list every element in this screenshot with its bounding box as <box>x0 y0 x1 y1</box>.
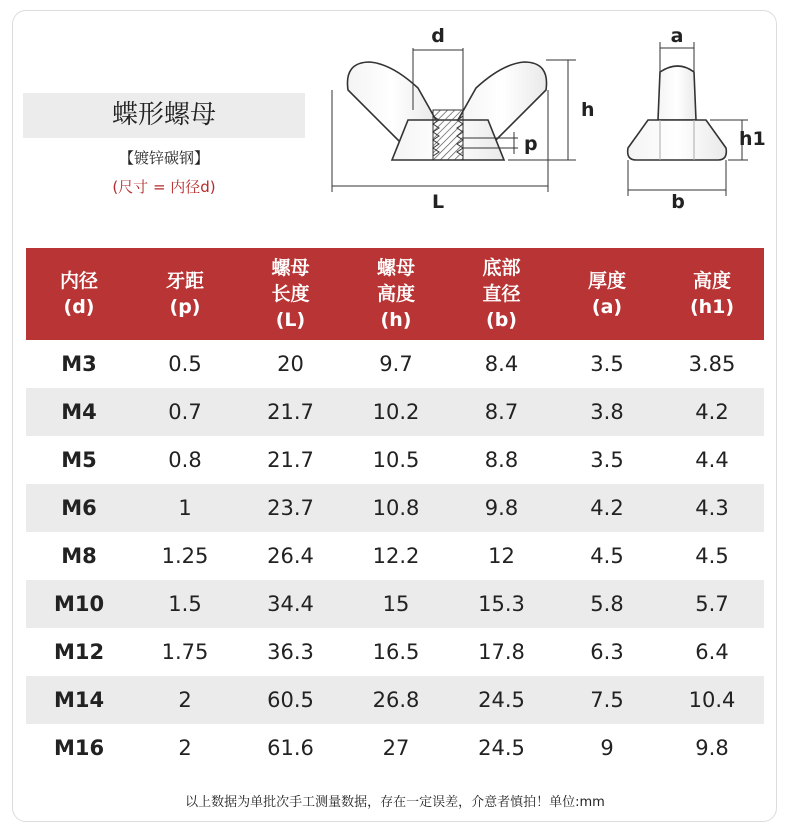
column-header <box>343 248 449 340</box>
value-cell: 2 <box>132 724 238 772</box>
table-row <box>26 532 764 580</box>
dim-a-label: a <box>670 25 684 47</box>
column-header-line: 高度 <box>376 283 415 305</box>
value-cell: 5.7 <box>660 580 764 628</box>
dim-b-label: b <box>671 191 685 213</box>
dim-p-label: p <box>524 133 538 155</box>
column-header-line: 底部 <box>482 257 521 279</box>
column-header-line: 高度 <box>692 270 731 292</box>
column-header <box>449 248 554 340</box>
value-cell: 8.8 <box>449 436 554 484</box>
value-cell: 36.3 <box>238 628 343 676</box>
column-header-line: (d) <box>63 296 95 318</box>
product-title: 蝶形螺母 <box>111 100 216 130</box>
table-row <box>26 436 764 484</box>
value-cell: 7.5 <box>554 676 660 724</box>
value-cell: 0.5 <box>132 340 238 388</box>
wing-nut-diagram <box>318 20 778 220</box>
size-cell: M14 <box>26 676 132 724</box>
value-cell: 3.5 <box>554 340 660 388</box>
value-cell: 15.3 <box>449 580 554 628</box>
material-label: 【镀锌碳钢】 <box>118 149 209 167</box>
value-cell: 10.5 <box>343 436 449 484</box>
value-cell: 26.8 <box>343 676 449 724</box>
size-cell: M16 <box>26 724 132 772</box>
column-header-line: 厚度 <box>587 270 626 292</box>
table-body <box>26 340 764 772</box>
column-header-line: 螺母 <box>376 257 415 279</box>
value-cell: 1.5 <box>132 580 238 628</box>
table-row <box>26 340 764 388</box>
value-cell: 10.2 <box>343 388 449 436</box>
column-header <box>132 248 238 340</box>
value-cell: 10.4 <box>660 676 764 724</box>
value-cell: 34.4 <box>238 580 343 628</box>
value-cell: 3.5 <box>554 436 660 484</box>
column-header <box>554 248 660 340</box>
footer-note: 以上数据为单批次手工测量数据，存在一定误差，介意者慎拍！单位:mm <box>185 795 605 810</box>
value-cell: 5.8 <box>554 580 660 628</box>
size-cell: M12 <box>26 628 132 676</box>
spec-table <box>26 248 764 772</box>
column-header-line: (b) <box>486 309 517 331</box>
value-cell: 1 <box>132 484 238 532</box>
size-cell: M3 <box>26 340 132 388</box>
value-cell: 4.2 <box>660 388 764 436</box>
value-cell: 6.3 <box>554 628 660 676</box>
value-cell: 21.7 <box>238 388 343 436</box>
size-cell: M8 <box>26 532 132 580</box>
size-cell: M6 <box>26 484 132 532</box>
value-cell: 4.2 <box>554 484 660 532</box>
front-view <box>347 62 546 160</box>
value-cell: 12 <box>449 532 554 580</box>
value-cell: 8.4 <box>449 340 554 388</box>
column-header-line: (a) <box>591 296 623 318</box>
column-header-line: 直径 <box>482 283 521 305</box>
table-row <box>26 388 764 436</box>
column-header-line: 长度 <box>271 283 310 305</box>
value-cell: 4.5 <box>660 532 764 580</box>
column-header-line: 牙距 <box>165 270 204 292</box>
value-cell: 26.4 <box>238 532 343 580</box>
value-cell: 1.25 <box>132 532 238 580</box>
value-cell: 2 <box>132 676 238 724</box>
column-header-line: (h) <box>380 309 412 331</box>
value-cell: 3.8 <box>554 388 660 436</box>
dim-l-label: L <box>431 191 445 213</box>
value-cell: 0.8 <box>132 436 238 484</box>
value-cell: 9.8 <box>449 484 554 532</box>
column-header <box>660 248 764 340</box>
value-cell: 17.8 <box>449 628 554 676</box>
column-header-line: 内径 <box>59 270 98 292</box>
dim-h1-label: h1 <box>739 128 766 150</box>
value-cell: 4.5 <box>554 532 660 580</box>
column-header <box>238 248 343 340</box>
column-header-line: (p) <box>169 296 201 318</box>
column-header-line: 螺母 <box>271 257 310 279</box>
value-cell: 6.4 <box>660 628 764 676</box>
value-cell: 9 <box>554 724 660 772</box>
value-cell: 21.7 <box>238 436 343 484</box>
column-header-line: (L) <box>275 309 306 331</box>
value-cell: 12.2 <box>343 532 449 580</box>
value-cell: 1.75 <box>132 628 238 676</box>
table-row <box>26 484 764 532</box>
side-view <box>628 66 727 160</box>
value-cell: 61.6 <box>238 724 343 772</box>
value-cell: 60.5 <box>238 676 343 724</box>
value-cell: 24.5 <box>449 676 554 724</box>
table-header-row <box>26 248 764 340</box>
value-cell: 3.85 <box>660 340 764 388</box>
size-cell: M10 <box>26 580 132 628</box>
size-note: (尺寸 = 内径d) <box>112 178 216 196</box>
value-cell: 8.7 <box>449 388 554 436</box>
value-cell: 16.5 <box>343 628 449 676</box>
value-cell: 0.7 <box>132 388 238 436</box>
value-cell: 23.7 <box>238 484 343 532</box>
column-header-line: (h1) <box>689 296 735 318</box>
value-cell: 10.8 <box>343 484 449 532</box>
value-cell: 15 <box>343 580 449 628</box>
value-cell: 24.5 <box>449 724 554 772</box>
size-cell: M4 <box>26 388 132 436</box>
table-row <box>26 628 764 676</box>
table-row <box>26 580 764 628</box>
column-header <box>26 248 132 340</box>
table-row <box>26 724 764 772</box>
dim-h-label: h <box>581 99 595 121</box>
size-cell: M5 <box>26 436 132 484</box>
dim-d-label: d <box>431 25 445 47</box>
value-cell: 4.4 <box>660 436 764 484</box>
value-cell: 9.7 <box>343 340 449 388</box>
table-row <box>26 676 764 724</box>
value-cell: 27 <box>343 724 449 772</box>
value-cell: 9.8 <box>660 724 764 772</box>
value-cell: 20 <box>238 340 343 388</box>
value-cell: 4.3 <box>660 484 764 532</box>
